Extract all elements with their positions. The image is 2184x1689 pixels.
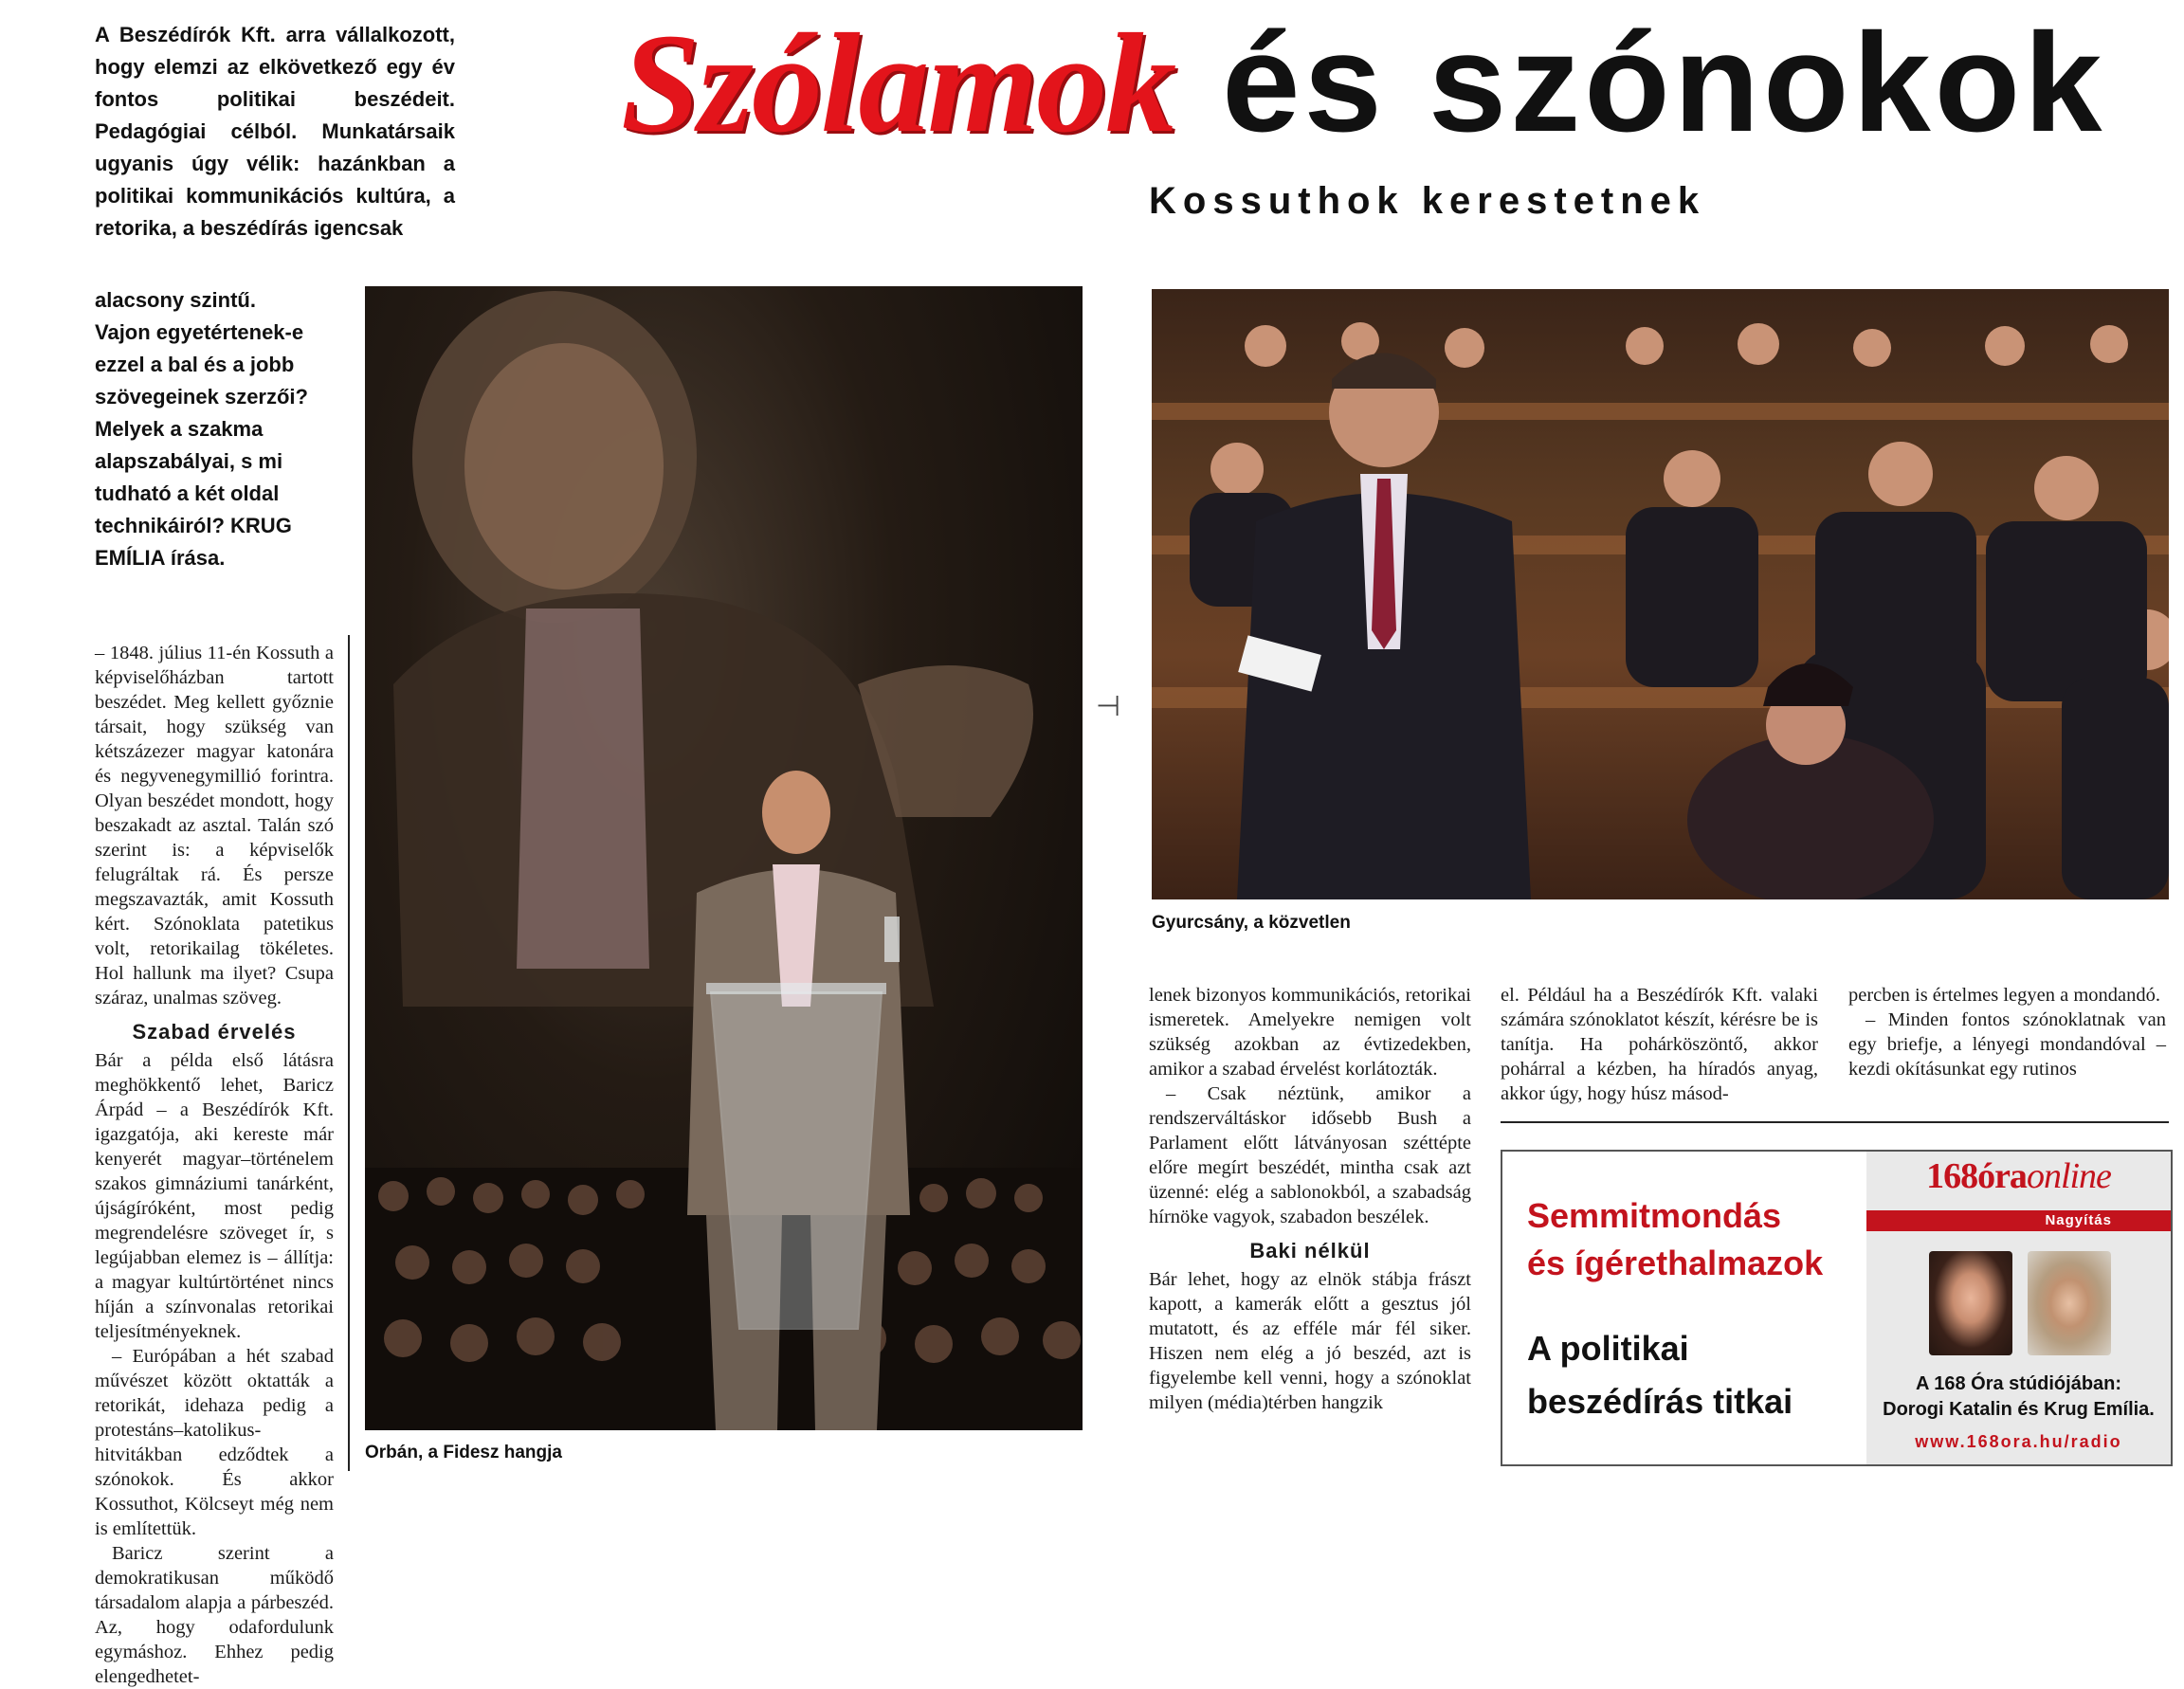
host-photo-dorogi bbox=[1929, 1251, 2012, 1355]
article-column-3 bbox=[1501, 983, 1818, 1106]
ad-black-title bbox=[1527, 1322, 1793, 1428]
ad-band: Nagyítás bbox=[1866, 1210, 2171, 1231]
orban-photo-illustration bbox=[365, 286, 1083, 1430]
article-column-1 bbox=[95, 641, 334, 1689]
gyurcsany-photo-illustration bbox=[1152, 289, 2169, 899]
section-heading: Baki nélkül bbox=[1249, 1239, 1371, 1262]
ad-studio-text bbox=[1866, 1371, 2171, 1423]
column-divider bbox=[348, 635, 350, 1471]
ad-left-panel bbox=[1502, 1152, 1866, 1464]
article-column-2 bbox=[1149, 983, 1471, 1415]
orban-photo-caption: Orbán, a Fidesz hangja bbox=[365, 1443, 562, 1462]
article-paragraph: – Európában a hét szabad művészet között oktatták a retorikát, idehaza pedig a protestáns–katolikus-hitvitákban edződtek a szónokok. És akkor Kossuthot, Kölcseyt még nem is említettük. bbox=[95, 1346, 334, 1539]
gyurcsany-photo bbox=[1152, 289, 2169, 899]
article-paragraph: percben is értelmes legyen a mondandó. bbox=[1848, 985, 2161, 1006]
article-paragraph: – 1848. július 11-én Kossuth a képviselőházban tartott beszédet. Meg kellett győznie társait, hogy szükség van kétszázezer magyar katonára és negyvenegymillió forintra. Olyan beszédet mondott, hogy beszakadt az asztal. Talán szó szerint is: a képviselők felugráltak rá. És persze megszavazták, amit Kossuth kért. Szónoklata patetikus volt, retorikailag tökéletes. Hol hallunk ma ilyet? Csupa száraz, unalmas szöveg. bbox=[95, 643, 334, 1008]
crop-mark: ⊣ bbox=[1096, 690, 1121, 723]
ad-studio-line-1: A 168 Óra stúdiójában: bbox=[1915, 1373, 2122, 1394]
article-paragraph: – Minden fontos szónoklatnak van egy briefje, a lényegi mondandóval – kezdi okításunkat egy rutinos bbox=[1848, 1009, 2166, 1080]
orban-photo bbox=[365, 286, 1083, 1430]
ad-red-title bbox=[1527, 1192, 1823, 1287]
logo-online: online bbox=[2026, 1156, 2111, 1196]
ad-url-link[interactable]: www.168ora.hu/radio bbox=[1915, 1432, 2122, 1451]
article-paragraph: Bár a példa első látásra meghökkentő lehet, Baricz Árpád – a Beszédírók Kft. igazgatója, aki kereste már kenyerét magyar–történelem szakos gimnáziumi tanárként, újságíróként, most pedig megrendelésre szöveget ír, s legújabban elemez is – állítja: a magyar kultúrtörténet nincs híján a színvonalas retorikai teljesítményeknek. bbox=[95, 1050, 334, 1342]
article-paragraph: lenek bizonyos kommunikációs, retorikai ismeretek. Amelyekre nemigen volt szükség azokban az évtizedekben, amikor a szabad érvelést korlátozták. bbox=[1149, 985, 1471, 1080]
article-paragraph: – Csak néztünk, amikor a rendszerváltáskor idősebb Bush a Parlament előtt látványosan széttépte előre megírt beszédét, mintha csak azt üzenné: elég a sablonokból, a szabadság hírnöke vagyok, szabadon beszélek. bbox=[1149, 1083, 1471, 1227]
host-photo-krug bbox=[2028, 1251, 2111, 1355]
lead-paragraph-top: A Beszédírók Kft. arra vállalkozott, hogy elemzi az elkövetkező egy év fontos politikai beszédeit. Pedagógiai célból. Munkatársaik ugyanis úgy vélik: hazánkban a politikai kommunikációs kultúra, a retorika, a beszédírás igencsak bbox=[95, 23, 455, 240]
headline-black-part: és szónokok bbox=[1222, 5, 2106, 161]
ad-red-line-1: Semmitmondás bbox=[1527, 1196, 1782, 1235]
article-paragraph: Bár lehet, hogy az elnök stábja frászt kapott, a kamerák előtt a gesztus jól mutatott, és az efféle már fél siker. Hiszen nem elég a jó beszéd, azt is figyelembe kell venni, hogy a szónoklat milyen (média)térben hangzik bbox=[1149, 1269, 1471, 1413]
ad-right-panel bbox=[1866, 1152, 2171, 1464]
168ora-online-logo bbox=[1866, 1152, 2171, 1210]
ad-black-line-2: beszédírás titkai bbox=[1527, 1382, 1793, 1421]
article-paragraph: el. Például ha a Beszédírók Kft. valaki számára szónoklatot készít, kérésre be is tanítja. Ha pohárköszöntő, akkor pohárral a kézben, ha híradós anyag, akkor úgy, hogy húsz másod- bbox=[1501, 985, 1818, 1104]
article-column-4 bbox=[1848, 983, 2166, 1081]
headline bbox=[621, 2, 2106, 162]
gyurcsany-photo-caption: Gyurcsány, a közvetlen bbox=[1152, 913, 1351, 933]
logo-main: 168óra bbox=[1926, 1156, 2027, 1196]
lead-paragraph-side: alacsony szintű. Vajon egyetértenek-e ezzel a bal és a jobb szövegeinek szerzői? Melyek a szakma alapszabályai, s mi tudható a két oldal technikáiról? KRUG EMÍLIA írása. bbox=[95, 288, 308, 570]
article-paragraph: Baricz szerint a demokratikusan működő társadalom alapja a párbeszéd. Az, hogy odafordulunk egymáshoz. Ehhez pedig elengedhetet- bbox=[95, 1543, 334, 1687]
column-rule bbox=[1501, 1121, 2169, 1123]
ad-red-line-2: és ígérethalmazok bbox=[1527, 1244, 1824, 1282]
headline-red-part: Szólamok bbox=[621, 5, 1175, 162]
ad-black-line-1: A politikai bbox=[1527, 1329, 1689, 1368]
section-heading: Szabad érvelés bbox=[132, 1020, 297, 1044]
ad-studio-line-2: Dorogi Katalin és Krug Emília. bbox=[1883, 1399, 2155, 1420]
radio-ad-box[interactable] bbox=[1501, 1150, 2173, 1466]
subheadline: Kossuthok kerestetnek bbox=[1149, 180, 1706, 222]
